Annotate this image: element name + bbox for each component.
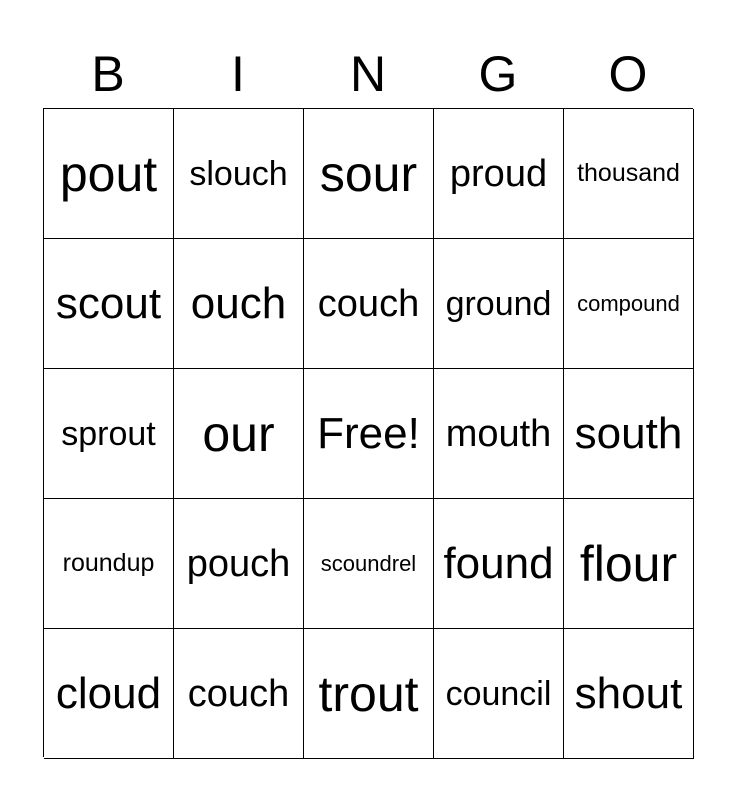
bingo-cell[interactable]: proud bbox=[434, 109, 564, 239]
bingo-cell[interactable]: pout bbox=[44, 109, 174, 239]
bingo-cell[interactable]: mouth bbox=[434, 369, 564, 499]
bingo-cell[interactable]: ouch bbox=[174, 239, 304, 369]
bingo-cell[interactable]: south bbox=[564, 369, 694, 499]
bingo-cell[interactable]: couch bbox=[304, 239, 434, 369]
header-letter-g: G bbox=[478, 46, 518, 102]
bingo-cell[interactable]: cloud bbox=[44, 629, 174, 759]
bingo-cell[interactable]: found bbox=[434, 499, 564, 629]
bingo-cell[interactable]: couch bbox=[174, 629, 304, 759]
header-letter-i: I bbox=[231, 46, 245, 102]
bingo-cell[interactable]: shout bbox=[564, 629, 694, 759]
bingo-cell[interactable]: slouch bbox=[174, 109, 304, 239]
bingo-cell[interactable]: ground bbox=[434, 239, 564, 369]
bingo-board bbox=[43, 108, 693, 757]
bingo-cell[interactable]: scoundrel bbox=[304, 499, 434, 629]
bingo-header bbox=[43, 40, 693, 108]
bingo-cell[interactable]: thousand bbox=[564, 109, 694, 239]
header-letter-b: B bbox=[91, 46, 125, 102]
header-letter-n: N bbox=[349, 46, 387, 102]
bingo-cell[interactable]: our bbox=[174, 369, 304, 499]
bingo-cell[interactable]: flour bbox=[564, 499, 694, 629]
bingo-cell[interactable]: trout bbox=[304, 629, 434, 759]
bingo-cell[interactable]: sour bbox=[304, 109, 434, 239]
bingo-cell[interactable]: sprout bbox=[44, 369, 174, 499]
bingo-cell[interactable]: roundup bbox=[44, 499, 174, 629]
bingo-cell[interactable]: compound bbox=[564, 239, 694, 369]
bingo-cell[interactable]: scout bbox=[44, 239, 174, 369]
bingo-cell[interactable]: council bbox=[434, 629, 564, 759]
free-space-cell[interactable]: Free! bbox=[304, 369, 434, 499]
bingo-cell[interactable]: pouch bbox=[174, 499, 304, 629]
header-letter-o: O bbox=[608, 46, 648, 102]
